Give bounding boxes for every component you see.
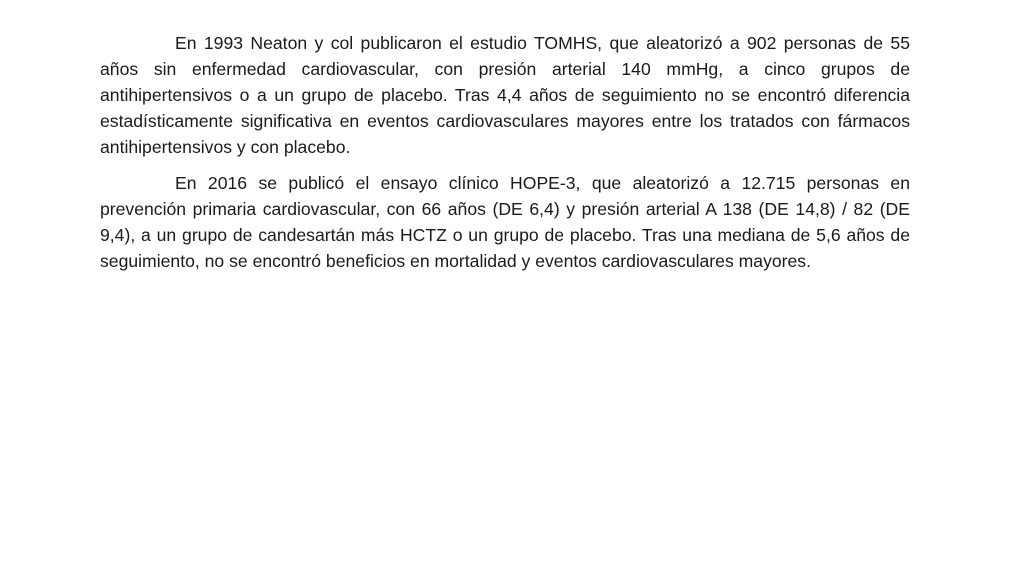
paragraph-hope3: En 2016 se publicó el ensayo clínico HOPE-3, que aleatorizó a 12.715 personas en prevención primaria cardiovascular, con 66 años (DE 6,4) y presión arterial A 138 (DE 14,8) / 82 (DE 9,4), a un grupo de candesartán más HCTZ o un grupo de placebo. Tras una mediana de 5,6 años de seguimiento, no se encontró beneficios en mortalidad y eventos cardiovasculares mayores. (100, 173, 910, 271)
text-block (100, 30, 910, 284)
paragraph-tomhs: En 1993 Neaton y col publicaron el estudio TOMHS, que aleatorizó a 902 personas de 55 años sin enfermedad cardiovascular, con presión arterial 140 mmHg, a cinco grupos de antihipertensivos o a un grupo de placebo. Tras 4,4 años de seguimiento no se encontró diferencia estadísticamente significativa en eventos cardiovasculares mayores entre los tratados con fármacos antihipertensivos y con placebo. (100, 33, 910, 157)
